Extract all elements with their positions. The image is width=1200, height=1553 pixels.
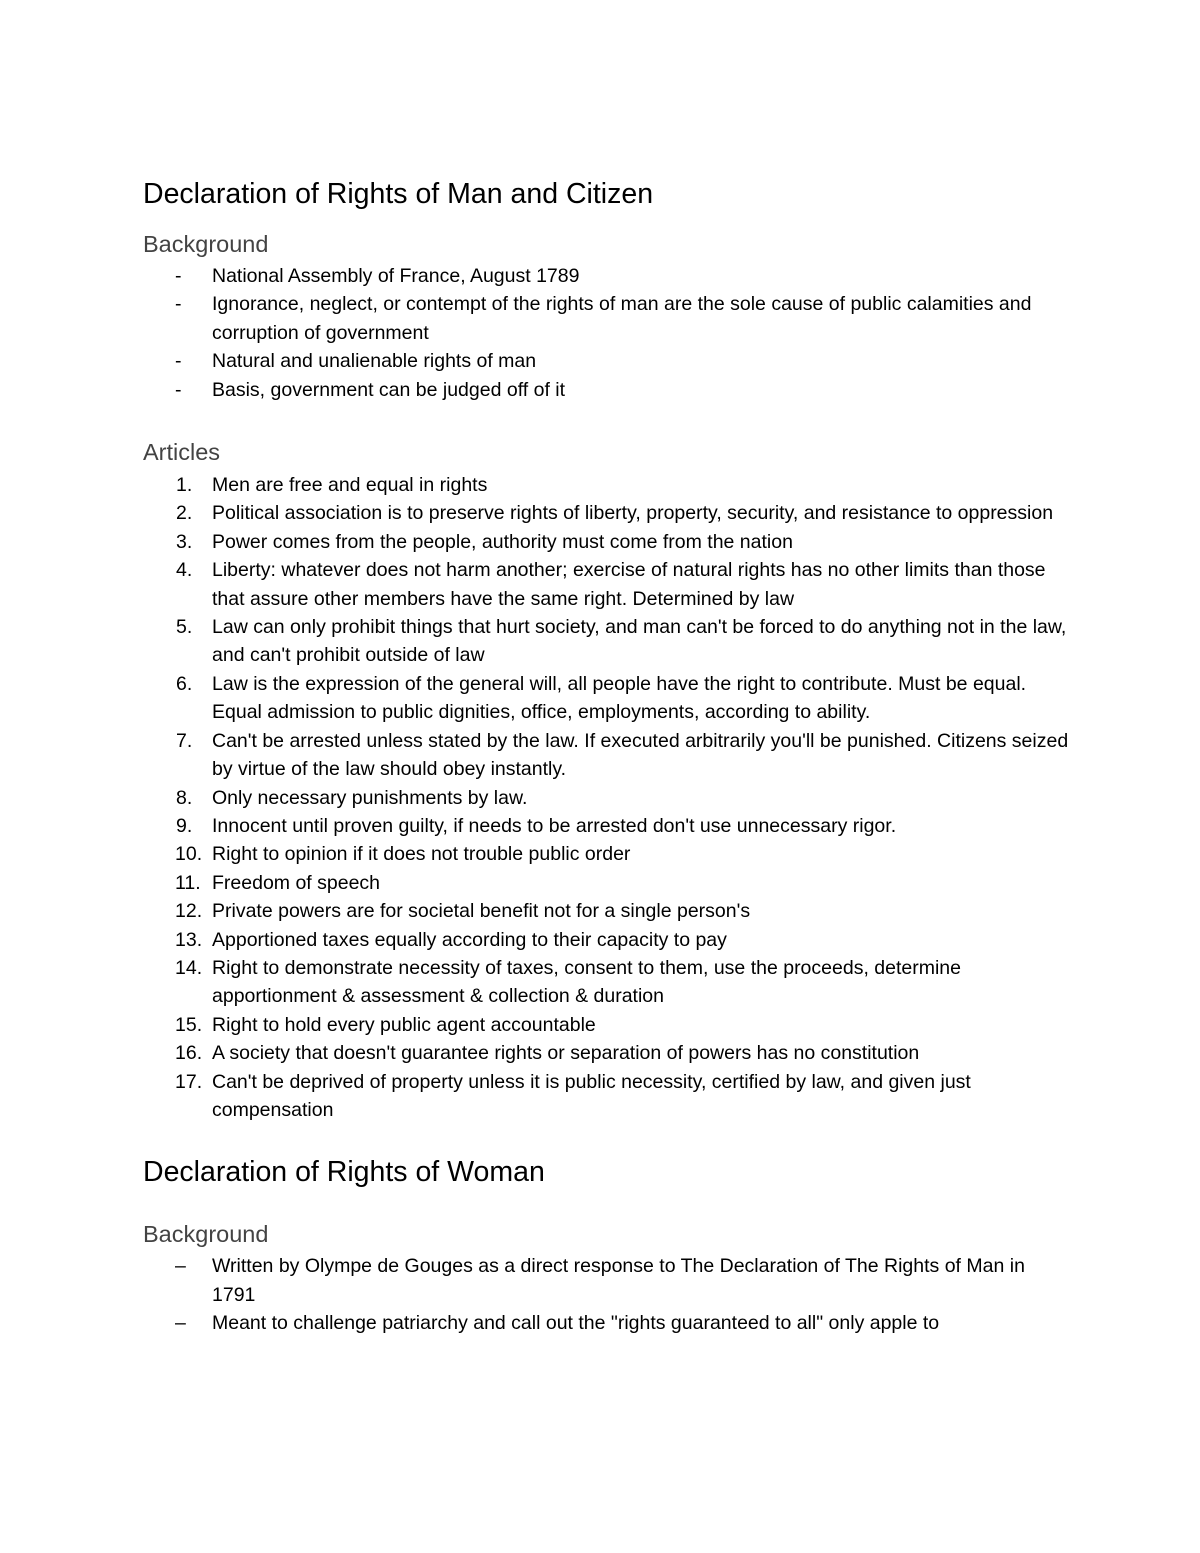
title-rights-of-woman: Declaration of Rights of Woman [143, 1156, 545, 1189]
heading-background-man: Background [143, 231, 269, 257]
list-number: 13. [175, 928, 203, 951]
list-number: 2. [176, 502, 193, 525]
list-item-text: National Assembly of France, August 1789 [212, 265, 580, 287]
list-number: 14. [175, 956, 203, 979]
article-item [143, 954, 1073, 1011]
list-number: 15. [175, 1013, 203, 1036]
list-number: 7. [176, 729, 193, 752]
article-item [143, 869, 1073, 897]
list-item [143, 1252, 1073, 1309]
list-number: 8. [176, 786, 193, 809]
article-item [143, 1068, 1073, 1125]
article-text: Apportioned taxes equally according to their capacity to pay [212, 928, 727, 951]
dash-bullet: - [175, 293, 182, 316]
heading-background-woman: Background [143, 1221, 269, 1248]
list-number: 5. [176, 616, 193, 639]
article-text: Can't be deprived of property unless it is public necessity, certified by law, and given just compensation [212, 1070, 971, 1121]
articles-list [143, 471, 1073, 1124]
list-item-text: Basis, government can be judged off of it [212, 378, 566, 401]
article-item [143, 812, 1073, 840]
heading-articles: Articles [143, 439, 221, 466]
list-number: 11. [175, 871, 201, 894]
article-item [143, 727, 1073, 784]
list-item [143, 376, 1073, 404]
list-number: 12. [175, 900, 203, 923]
list-item [143, 290, 1073, 347]
article-item [143, 840, 1073, 868]
document-content [143, 174, 1073, 1338]
list-number: 3. [176, 530, 193, 553]
list-item [143, 262, 1073, 290]
article-text: Right to hold every public agent accountable [212, 1013, 596, 1036]
article-item [143, 499, 1073, 527]
dash-bullet: – [175, 1312, 186, 1335]
dash-bullet: – [175, 1255, 186, 1278]
article-item [143, 1011, 1073, 1039]
list-number: 6. [176, 672, 193, 695]
dash-bullet: - [175, 350, 182, 373]
article-text: Political association is to preserve rights of liberty, property, security, and resistance to oppression [212, 502, 1054, 525]
article-text: Only necessary punishments by law. [212, 786, 528, 809]
list-number: 17. [175, 1070, 203, 1093]
list-number: 1. [176, 474, 193, 497]
list-number: 16. [175, 1042, 203, 1065]
article-item [143, 556, 1073, 613]
article-text: Right to demonstrate necessity of taxes, consent to them, use the proceeds, determine apportionment & assessment & collection & duration [212, 956, 961, 1008]
list-number: 10. [175, 843, 203, 866]
title-rights-of-man: Declaration of Rights of Man and Citizen [143, 178, 654, 210]
list-item-text: Natural and unalienable rights of man [212, 350, 537, 373]
list-item-text: Meant to challenge patriarchy and call out the "rights guaranteed to all" only apple to [212, 1312, 940, 1335]
article-text: Law is the expression of the general will, all people have the right to contribute. Must be equal. Equal admission to public dignities, office, employments, according to ability. [212, 672, 1027, 724]
background-list-woman [143, 1252, 1073, 1337]
article-text: Can't be arrested unless stated by the law. If executed arbitrarily you'll be punished. Citizens seized by virtue of the law should obey instantly. [212, 729, 1069, 781]
article-text: Innocent until proven guilty, if needs to be arrested don't use unnecessary rigor. [212, 814, 897, 837]
article-item [143, 670, 1073, 727]
article-item [143, 471, 1073, 499]
article-text: Private powers are for societal benefit not for a single person's [212, 900, 751, 923]
article-text: Liberty: whatever does not harm another; exercise of natural rights has no other limits than those that assure other members have the same right. Determined by law [212, 559, 1046, 610]
list-number: 4. [176, 559, 193, 582]
list-item-text: Ignorance, neglect, or contempt of the rights of man are the sole cause of public calamities and corruption of government [212, 293, 1032, 344]
article-item [143, 926, 1073, 954]
dash-bullet: - [175, 265, 182, 287]
list-item-text: Written by Olympe de Gouges as a direct response to The Declaration of The Rights of Man in 1791 [212, 1255, 1025, 1306]
article-text: Men are free and equal in rights [212, 474, 488, 497]
article-text: A society that doesn't guarantee rights or separation of powers has no constitution [212, 1042, 920, 1065]
article-text: Law can only prohibit things that hurt society, and man can't be forced to do anything not in the law, and can't prohibit outside of law [212, 616, 1067, 667]
article-item [143, 528, 1073, 556]
article-item [143, 897, 1073, 925]
article-text: Right to opinion if it does not trouble public order [212, 843, 631, 866]
dash-bullet: - [175, 378, 182, 401]
article-item [143, 784, 1073, 812]
article-text: Power comes from the people, authority must come from the nation [212, 530, 793, 553]
list-item [143, 347, 1073, 375]
article-text: Freedom of speech [212, 871, 381, 894]
article-item [143, 1039, 1073, 1067]
background-list-man [143, 262, 1073, 404]
article-item [143, 613, 1073, 670]
list-number: 9. [176, 814, 193, 837]
list-item [143, 1309, 1073, 1337]
